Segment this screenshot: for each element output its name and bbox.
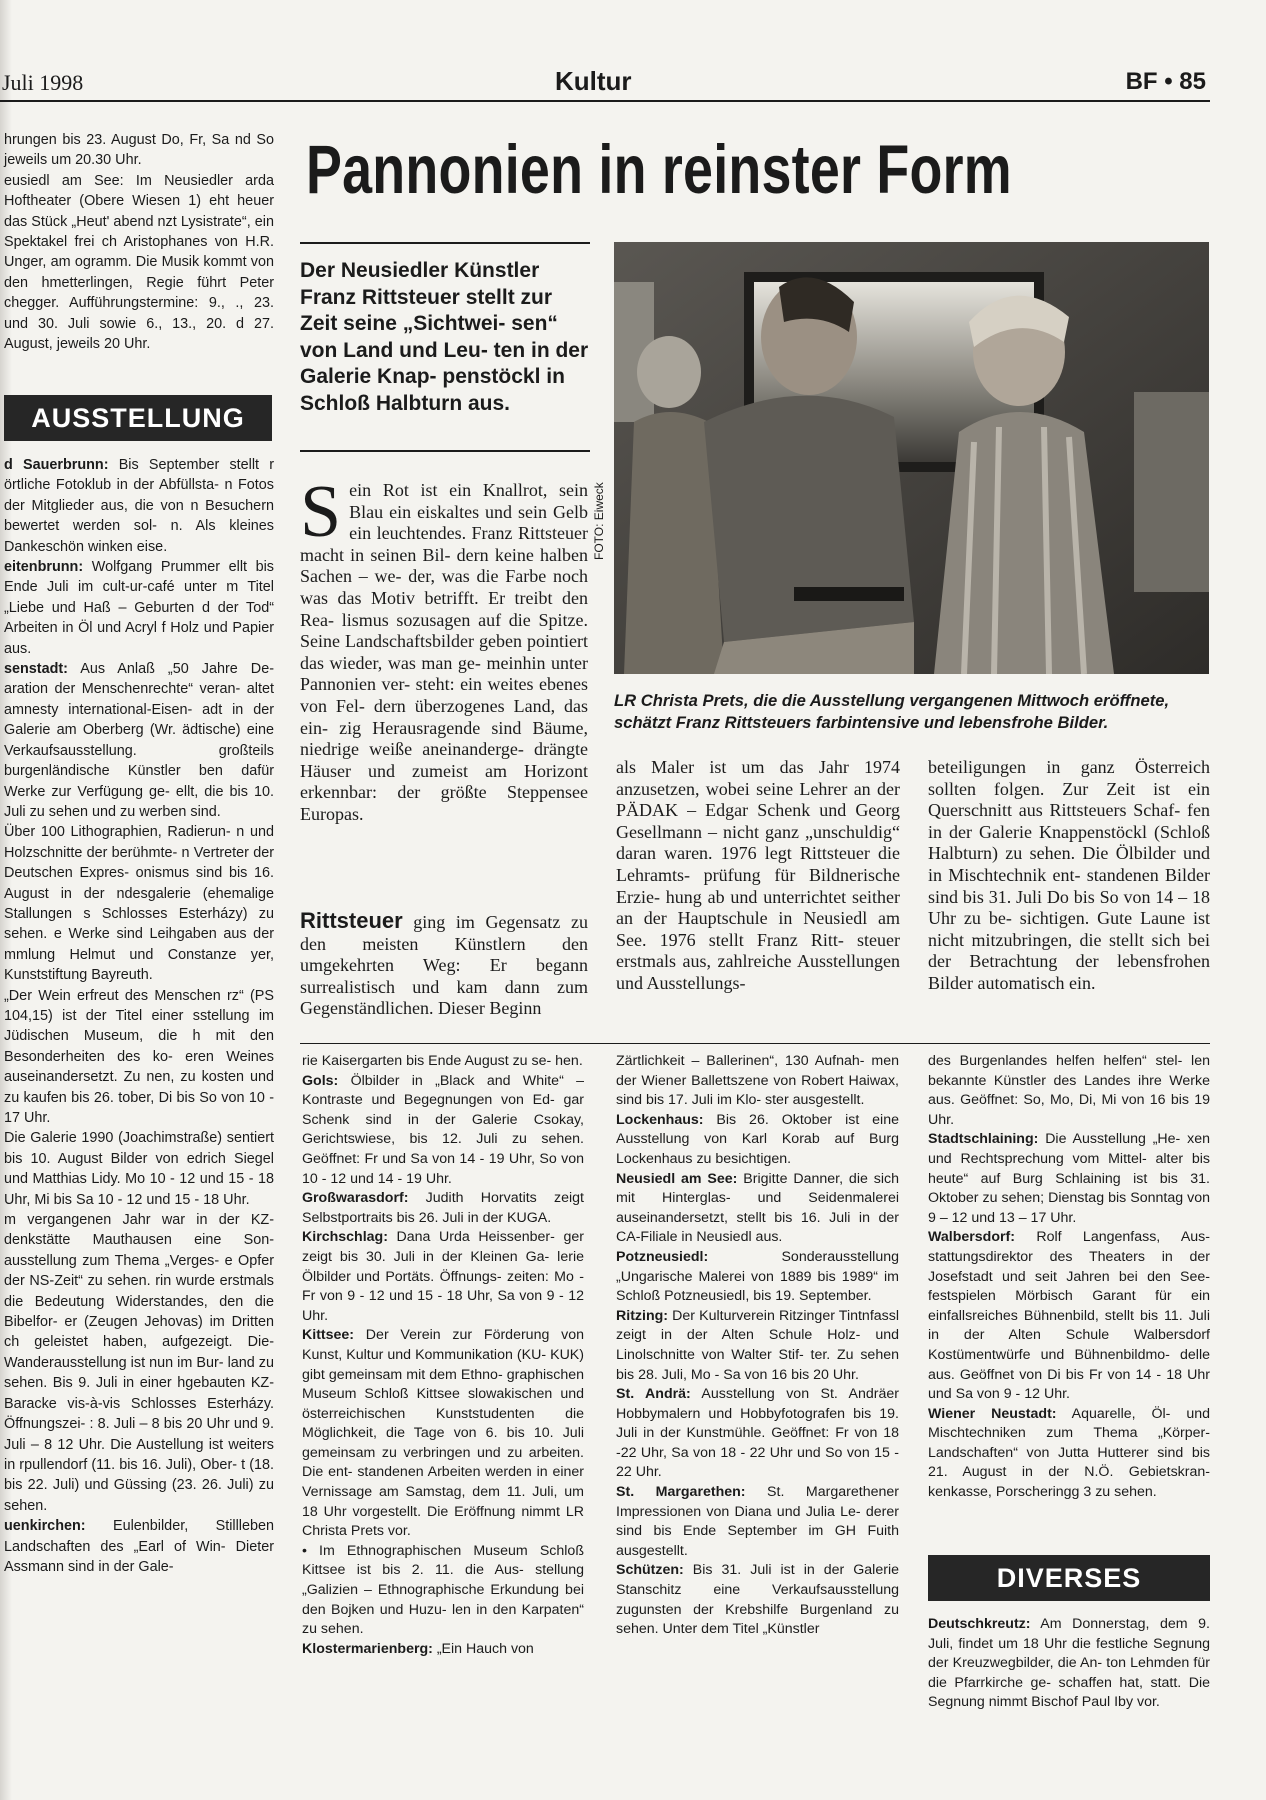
listing-entry: Schützen: Bis 31. Juli ist in der Galerie Stanschitz eine Verkaufsausstellung zugunsten der Krebshilfe Burgenland zu sehen. Unter dem Titel „Künstler [616, 1562, 899, 1638]
listing-entry: rie Kaisergarten bis Ende August zu se- hen. [302, 1053, 583, 1069]
listing-entry: Gols: Ölbilder in „Black and White“ – Kontraste und Begegnungen von Ed- gar Schenk sind in der Galerie Csokay, Gerichtswiese, bis 12. Juli zu sehen. Geöffnet: Fr und Sa von 14 - 19 Uhr, So von 10 - 12 und 14 - 19 Uhr. [302, 1072, 584, 1187]
article-body-col1 [300, 471, 588, 826]
listing-entry: Wiener Neustadt: Aquarelle, Öl- und Mischtechniken zum Thema „Körper- Landschaften“ von Jutta Hutterer sind bis 21. August in der N.Ö. Gebietskran- kenkasse, Porscheringg 3 zu sehen. [928, 1405, 1210, 1501]
listing-entry: uenkirchen: Eulenbilder, Stillleben Landschaften des „Earl of Win- Dieter Assmann sind in der Gale- [4, 1518, 274, 1575]
body-text: ein Rot ist ein Knallrot, sein Blau ein eiskaltes und sein Gelb ein leuchtendes. Franz Rittsteuer macht in seinen Bil- dern keine halben Sachen – we- der, was die Farbe noch was das Motiv betrifft. Er treibt den Rea- lismus sozusagen auf die Spitze. Seine Landschaftsbilder geben pointiert das wieder, was man ge- meinhin unter Pannonien ver- steht: ein weites ebenes von Fel- dern überzogenes Land, das ein- zig Herausragende sind Bäume, niedrige weiße aneinanderge- drängte Häuser und zumeist am Horizont erkennbar: der größte Steppensee Europas. [300, 480, 588, 824]
listing-entry: eitenbrunn: Wolfgang Prummer ellt bis Ende Juli im cult-ur-café unter m Titel „Liebe und Haß – Geburten d der Tod“ Arbeiten in Öl und Acryl f Holz und Papier aus. [4, 559, 274, 657]
diverses-col [928, 1615, 1210, 1713]
listing-entry: Walbersdorf: Rolf Langenfass, Aus- stattungsdirektor des Theaters in der Josefstadt und seit Jahren bei den See- festspielen Mörbisch Garant für ein einfallsreiches Bühnenbild, stellt bis 11. Juli in der Alten Schule Walbersdorf Kostümentwürfe und Bühnenbildmo- delle aus. Geöffnet von Di bis Fr von 14 - 18 Uhr und Sa von 9 - 12 Uhr. [928, 1229, 1210, 1403]
left-paragraph: eusiedl am See: Im Neusiedler arda Hoftheater (Obere Wiesen 1) eht heuer das Stück „Heut' abend nzt Lysistrate“, ein Spektakel frei ch Aristophanes von H.R. Unger, am ogramm. Die Musik kommt von den hmetterlingen, Regie führt Peter chegger. Aufführungstermine: 9., ., 23. und 30. Juli sowie 6., 13., 20. d 27. August, jeweils 20 Uhr. [4, 172, 274, 353]
listing-entry: d Sauerbrunn: Bis September stellt r örtliche Fotoklub in der Abfüllsta- n Fotos der Mitglieder aus, die von n Besuchern bewertet werden sol- n. Als kleines Dankeschön winken eise. [4, 457, 275, 555]
listing-entry: Deutschkreutz: Am Donnerstag, dem 9. Juli, findet um 18 Uhr die festliche Segnung der Kreuzwegbilder, die An- ton Lehmden für die Pfarrkirche ge- schaffen hat, statt. Die Segnung nimmt Bischof Paul Iby vor. [928, 1616, 1210, 1711]
article-deck: Der Neusiedler Künstler Franz Rittsteuer stellt zur Zeit seine „Sichtwei- sen“ von Land und Leu- ten in der Galerie Knap- penstöckl in Schloß Halbturn aus. [300, 259, 589, 415]
listing-entry: St. Andrä: Ausstellung von St. Andräer Hobbymalern und Hobbyfotografen bis 19. Juli in der Kunstmühle. Geöffnet: Fr von 18 -22 Uhr, Sa von 18 - 22 Uhr und So von 15 - 22 Uhr. [616, 1386, 899, 1481]
listing-entry: Kittsee: Der Verein zur Förderung von Kunst, Kultur und Kommunikation (KU- KUK) gibt gemeinsam mit dem Ethno- graphischen Museum Schloß Kittsee slowakischen und österreichischen Kunststudenten die Möglichkeit, die Tage von 6. bis 10. Juli gemeinsam zu verbringen und zu arbeiten. Die ent- standenen Arbeiten werden in einer Vernissage am Samstag, dem 11. Juli, um 18 Uhr vorgestellt. Die Eröffnung nimmt LR Christa Prets vor. [302, 1327, 584, 1540]
diverses-heading: DIVERSES [928, 1555, 1210, 1601]
left-column-top [4, 130, 274, 354]
photo-caption: LR Christa Prets, die die Ausstellung vergangenen Mittwoch eröffnete, schätzt Franz Rittsteuers farbintensive und lebensfrohe Bilder. [614, 691, 1170, 732]
listing-entry: Potzneusiedl: Sonderausstellung „Ungarische Malerei von 1889 bis 1989“ im Schloß Potzneusiedl, bis 19. September. [616, 1248, 899, 1305]
photo-credit: FOTO: Eiweck [592, 482, 606, 560]
left-paragraph: hrungen bis 23. August Do, Fr, Sa nd So jeweils um 20.30 Uhr. [4, 132, 274, 169]
listing-entry: Neusiedl am See: Brigitte Danner, die sich mit Hinterglas- und Seidenmalerei auseinandersetzt, stellt bis 16. Juli in der CA-Filiale in Neusiedl aus. [616, 1170, 899, 1246]
article-body-col3: beteiligungen in ganz Österreich sollten folgen. Zur Zeit ist ein Querschnitt aus Rittsteuers Schaf- fen in der Galerie Knappenstöckl (Schloß Halbturn) zu sehen. Die Ölbilder und in Mischtechnik ent- standenen Bilder sind bis 31. Juli Do bis So von 14 – 18 Uhr zu be- sichtigen. Gute Laune ist nicht mitzubringen, die stellt sich bei der Betrachtung der lebensfrohen Bilder automatisch ein. [928, 757, 1210, 993]
listings-col1 [302, 1052, 584, 1659]
article-body-col1b [300, 910, 588, 1020]
photo-illustration [614, 242, 1209, 674]
listings-col2 [616, 1052, 899, 1640]
drop-cap: S [300, 471, 342, 553]
listing-entry: Die Galerie 1990 (Joachimstraße) sentiert bis 10. August Bilder von edrich Siegel und Matthias Lidy. Mo 10 - 12 und 15 - 18 Uhr, Mi bis Sa 10 - 12 und 15 - 18 Uhr. [4, 1130, 274, 1208]
listing-entry: „Der Wein erfreut des Menschen rz“ (PS 104,15) ist der Titel einer sstellung im Jüdischen Museum, die h mit den Besonderheiten des ko- eren Weines auseinandersetzt. Zu nen, zu kosten und zu kaufen bis 26. tober, Di bis So von 10 - 17 Uhr. [4, 987, 274, 1126]
listing-entry: St. Margarethen: St. Margarethener Impressionen von Diana und Julia Le- derer sind bis Ende September im GH Fuith ausgestellt. [616, 1484, 899, 1559]
deck-rule-top [300, 242, 590, 244]
listing-entry: des Burgenlandes helfen helfen“ stel- len bekannte Künstler des Landes ihre Werke aus. Geöffnet: So, Mo, Di, Mi von 16 bis 19 Uhr. [928, 1053, 1210, 1128]
listing-entry: Zärtlichkeit – Ballerinen“, 130 Aufnah- men der Wiener Ballettszene von Robert Haiwax, sind bis 17. Juli im Klo- ster ausgestellt. [616, 1053, 899, 1109]
article-body-col2: als Maler ist um das Jahr 1974 anzusetzen, wobei seine Lehrer an der PÄDAK – Edgar Schenk und Georg Gesellmann – nicht ganz „unschuldig“ daran waren. 1976 legt Rittsteuer die Lehramts- prüfung für Bildnerische Erzie- hung ab und unterrichtet seither an der Hauptschule in Neusiedl am See. 1976 stellt Franz Ritt- steuer erstmals aus, zahlreiche Ausstellungen und Ausstellungs- [616, 757, 900, 993]
listing-entry: Über 100 Lithographien, Radierun- n und Holzschnitte der berühmte- n Vertreter der Deutschen Expres- onismus sind bis 16. August in der ndesgalerie (ehemalige Stallungen s Schlosses Esterházy) zu sehen. e Werke sind Leihgaben aus der mmlung Helmut und Constanze yer, Kunststiftung Bayreuth. [4, 824, 274, 984]
listings-col3 [928, 1052, 1210, 1503]
subhead-word: Rittsteuer [300, 908, 403, 933]
article-headline: Pannonien in reinster Form [306, 131, 1012, 208]
article-bottom-rule [300, 1043, 1210, 1044]
listing-entry: m vergangenen Jahr war in der KZ- denkstätte Mauthausen eine Son- ausstellung zum Thema „Verges- e Opfer der NS-Zeit“ zu sehen. rin wurde erstmals die Bedeutung Widerstandes, den die Bibelfor- er (Zeugen Jehovas) im Dritten ch geleistet haben, aufgezeigt. Die- Wanderausstellung ist nun im Bur- land zu sehen. Bis 9. Juli in einer hgebauten KZ-Baracke vis-à-vis Schlosses Esterházy. Öffnungszei- : 8. Juli – 8 bis 20 Uhr und 9. Juli – 8 12 Uhr. Die Austellung ist weiters in rpullendorf (11. bis 16. Juli), Ober- t (18. bis 22. Juli) und Güssing (23. 26. Juli) zu sehen. [4, 1212, 274, 1514]
article-photo [614, 242, 1209, 674]
section-name: Kultur [555, 66, 632, 96]
listing-entry: Ritzing: Der Kulturverein Ritzinger Tintnfassl zeigt in der Alten Schule Holz- und Linolschnitte von Walter Stif- ter. Zu sehen bis 28. Juli, Mo - Sa von 16 bis 20 Uhr. [616, 1307, 899, 1383]
listing-entry: • Im Ethnographischen Museum Schloß Kittsee ist bis 2. 11. die Aus- stellung „Galizien – Ethnographische Erkundung bei den Bojken und Huzu- len in den Karpaten“ zu sehen. [302, 1542, 584, 1638]
left-column-entries [4, 455, 274, 1577]
issue-date: Juli 1998 [2, 70, 84, 95]
listing-entry: Stadtschlaining: Die Ausstellung „He- xen und Rechtsprechung vom Mittel- alter bis heute“ auf Burg Schlaining ist bis 31. Oktober zu sehen; Dienstag bis Sonntag von 9 – 12 und 13 – 17 Uhr. [928, 1131, 1210, 1226]
body-text: ging im Gegensatz zu den meisten Künstlern den umgekehrten Weg: Er begann surrealistisch und kam dann zum Gegenständlichen. Dieser Beginn [300, 912, 588, 1019]
page-number: BF • 85 [1125, 68, 1206, 95]
header-rule [0, 100, 1210, 102]
listing-entry: Großwarasdorf: Judith Horvatits zeigt Selbstportraits bis 26. Juli in der KUGA. [302, 1190, 584, 1226]
deck-rule-bottom [300, 450, 590, 452]
listing-entry: senstadt: Aus Anlaß „50 Jahre De- aration der Menschenrechte“ veran- altet amnesty international-Eisen- adt in der Galerie am Oberberg (Wr. ädtische) eine Verkaufsausstellung. großteils burgenländische Künstler ben dafür Werke zur Verfügung ge- ellt, die bis 10. Juli zu sehen und zu werben sind. [4, 661, 274, 820]
ausstellung-heading: AUSSTELLUNG [4, 395, 272, 441]
listing-entry: Kirchschlag: Dana Urda Heissenber- ger zeigt bis 30. Juli in der Kleinen Ga- lerie Ölbilder und Portäts. Öffnungs- zeiten: Mo - Fr von 9 - 12 und 15 - 18 Uhr, Sa von 9 - 12 Uhr. [302, 1229, 584, 1324]
listing-entry: Klostermarienberg: „Ein Hauch von [302, 1640, 534, 1657]
listing-entry: Lockenhaus: Bis 26. Oktober ist eine Ausstellung von Karl Korab auf Burg Lockenhaus zu besichtigen. [616, 1111, 899, 1167]
